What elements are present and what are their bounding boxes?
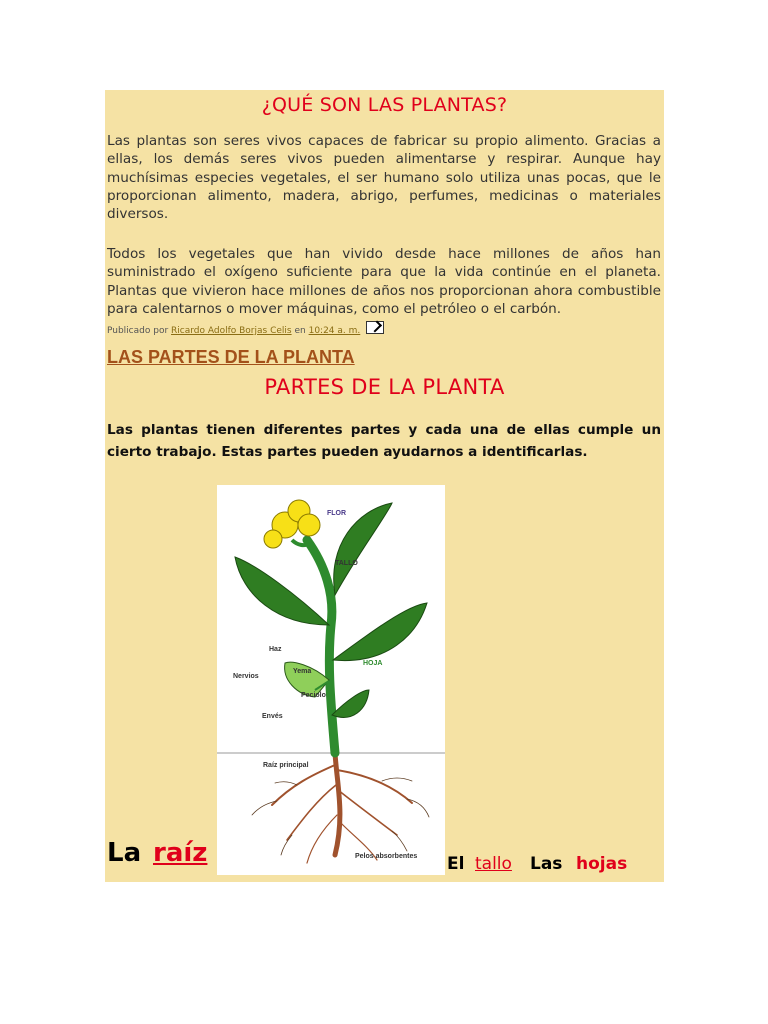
email-post-icon[interactable] — [366, 321, 384, 334]
plant-parts-diagram — [217, 485, 445, 875]
caption-el: El — [447, 854, 465, 874]
post-title: ¿QUÉ SON LAS PLANTAS? — [261, 94, 508, 116]
plant-illustration — [217, 485, 445, 875]
label-haz: Haz — [269, 646, 282, 653]
label-yema: Yema — [293, 668, 312, 675]
section-subheading: PARTES DE LA PLANTA — [264, 375, 505, 399]
caption-las: Las — [530, 854, 563, 874]
caption-tallo-link[interactable]: tallo — [475, 854, 512, 874]
label-nervios: Nervios — [233, 673, 259, 680]
label-tallo: TALLO — [335, 560, 358, 567]
parts-caption — [107, 838, 661, 880]
stem — [307, 540, 335, 753]
post-paragraph-2: Todos los vegetales que han vivido desde hace millones de años han suministrado el oxígeno suficiente para que la vida continúe en el planeta. Plantas que vivieron hace millones de años nos proporcionan ahora combustible para calentarnos o mover máquinas, como el petróleo o el carbón. — [107, 246, 661, 317]
section-title-link[interactable]: LAS PARTES DE LA PLANTA — [107, 347, 355, 367]
label-hoja: HOJA — [363, 660, 383, 667]
post-time-link[interactable]: 10:24 a. m. — [308, 326, 361, 336]
byline-connector: en — [294, 326, 306, 336]
caption-raiz-link[interactable]: raíz — [153, 838, 208, 868]
label-flor: FLOR — [327, 510, 347, 517]
label-raiz-principal: Raíz principal — [263, 762, 309, 769]
caption-hojas: hojas — [576, 854, 628, 874]
label-peciolo: Peciolo — [301, 692, 326, 699]
post-byline — [107, 321, 384, 336]
blog-post-panel — [105, 90, 664, 882]
post-paragraph-1: Las plantas son seres vivos capaces de fabricar su propio alimento. Gracias a ellas, los demás seres vivos pueden alimentarse y respirar. Aunque hay muchísimas especies vegetales, el ser humano solo utiliza unas pocas, que le proporcionan alimento, madera, abrigo, perfumes, medicinas o materiales diversos. — [107, 133, 661, 223]
label-pelos-absorbentes: Pelos absorbentes — [355, 853, 418, 860]
byline-prefix: Publicado por — [107, 326, 169, 336]
author-link[interactable]: Ricardo Adolfo Borjas Celis — [171, 326, 292, 336]
caption-la: La — [107, 838, 142, 868]
label-enves: Envés — [262, 713, 283, 720]
section-intro: Las plantas tienen diferentes partes y cada una de ellas cumple un cierto trabajo. Estas partes pueden ayudarnos a identificarlas. — [107, 422, 661, 460]
